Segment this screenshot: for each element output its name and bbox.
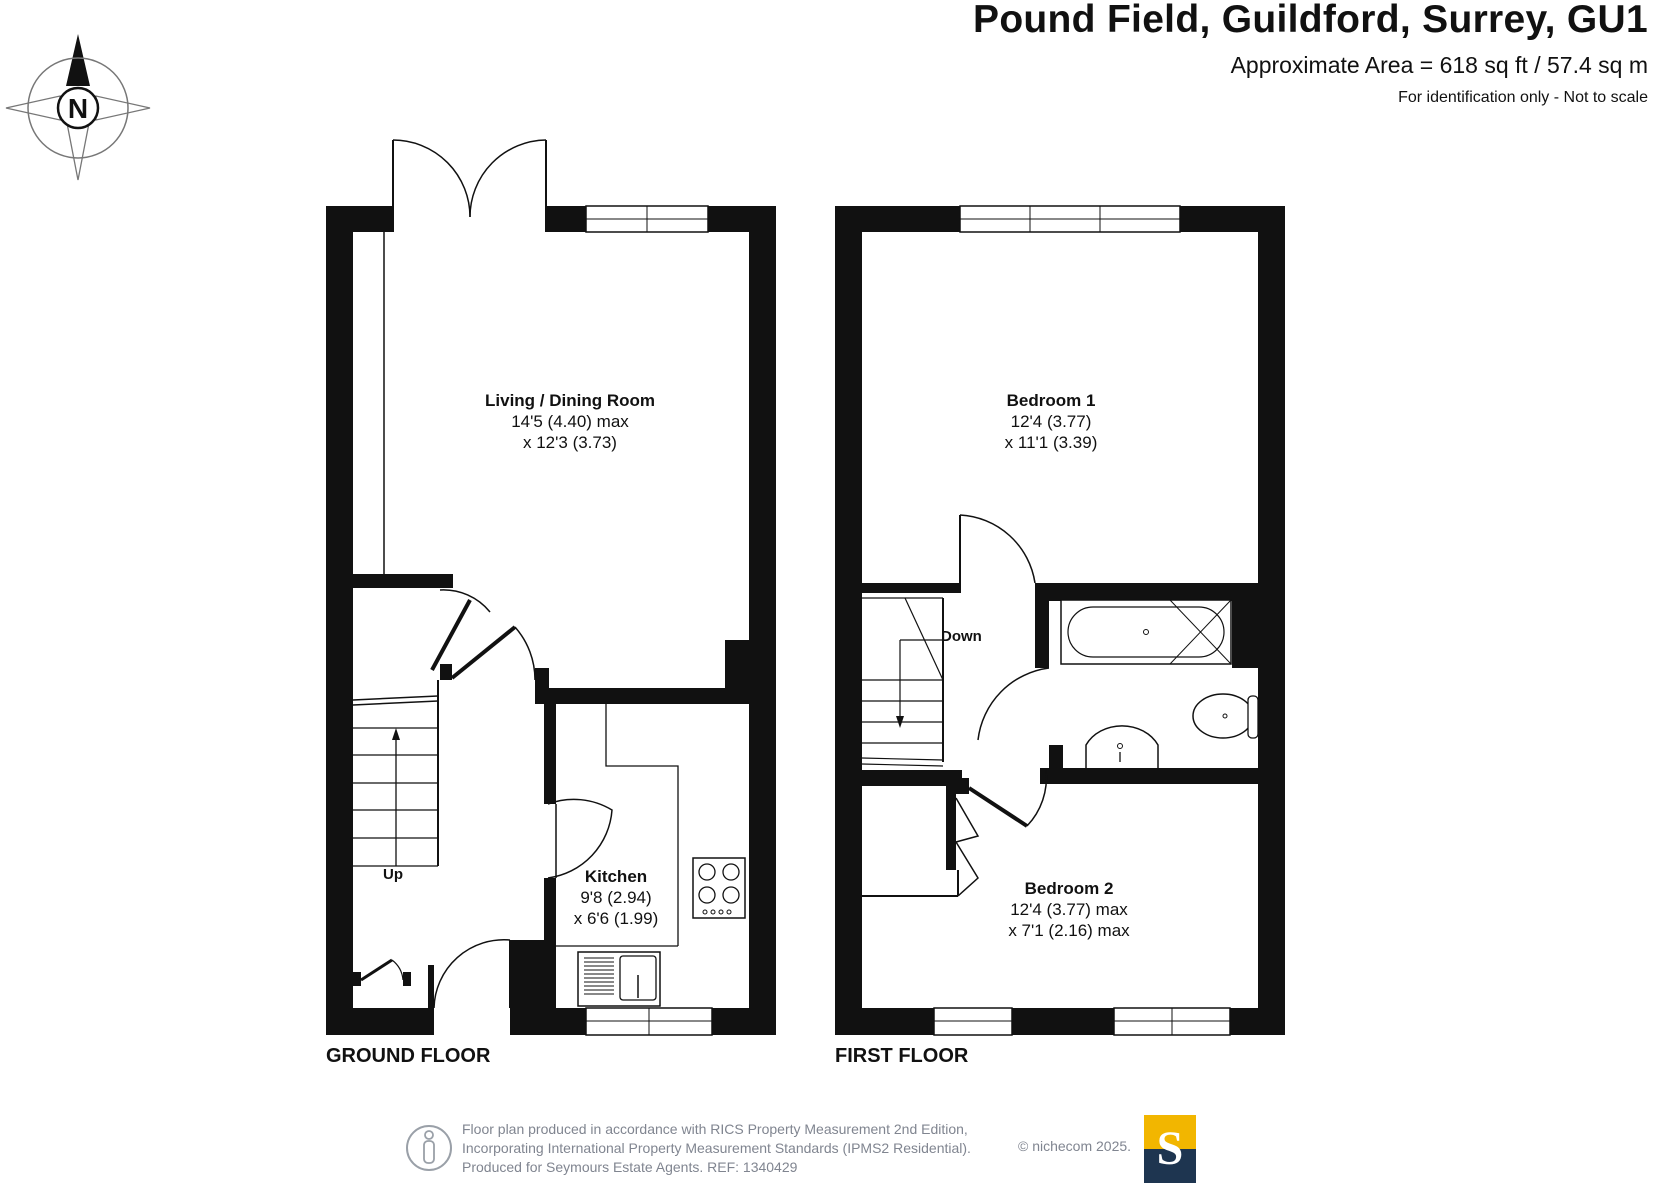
footer-line: Incorporating International Property Measurement Standards (IPMS2 Residential).: [462, 1140, 971, 1156]
compass-rose-icon: [6, 34, 150, 180]
seymours-logo: [1144, 1115, 1196, 1183]
room-dimension: 9'8 (2.94): [580, 888, 652, 907]
room-dimension: x 6'6 (1.99): [573, 909, 659, 928]
room-name: Kitchen: [584, 867, 648, 886]
property-title: Pound Field, Guildford, Surrey, GU1: [973, 0, 1648, 41]
room-dimension: x 12'3 (3.73): [523, 433, 617, 452]
ipms-badge-icon: [406, 1122, 452, 1174]
kitchen-label: [574, 866, 659, 929]
copyright-notice: © nichecom 2025.: [1018, 1138, 1132, 1154]
approximate-area: Approximate Area = 618 sq ft / 57.4 sq m: [1230, 52, 1648, 78]
room-name: Living / Dining Room: [485, 391, 655, 410]
room-dimension: 12'4 (3.77): [1010, 412, 1092, 431]
footer-disclaimer: [462, 1120, 971, 1177]
bedroom-1-label: [1005, 390, 1098, 453]
stairs-down-label: Down: [941, 628, 982, 645]
footer-line: Produced for Seymours Estate Agents. REF: 1340429: [462, 1159, 798, 1175]
living-dining-room-label: [485, 390, 655, 453]
ground-floor-plan: [326, 140, 776, 1035]
stairs-up-label: Up: [383, 866, 403, 883]
room-name: Bedroom 2: [1024, 879, 1114, 898]
identification-note: For identification only - Not to scale: [1398, 89, 1648, 106]
room-dimension: 14'5 (4.40) max: [511, 412, 629, 431]
logo-letter: S: [1156, 1122, 1184, 1175]
room-name: Bedroom 1: [1006, 391, 1096, 410]
compass-north-label: N: [67, 93, 89, 124]
ground-floor-label: GROUND FLOOR: [326, 1045, 491, 1067]
bedroom-2-label: [1008, 878, 1129, 941]
room-dimension: 12'4 (3.77) max: [1010, 900, 1128, 919]
room-dimension: x 7'1 (2.16) max: [1008, 921, 1130, 940]
first-floor-label: FIRST FLOOR: [835, 1045, 969, 1067]
footer-line: Floor plan produced in accordance with RICS Property Measurement 2nd Edition,: [462, 1121, 968, 1137]
room-dimension: x 11'1 (3.39): [1004, 433, 1098, 452]
